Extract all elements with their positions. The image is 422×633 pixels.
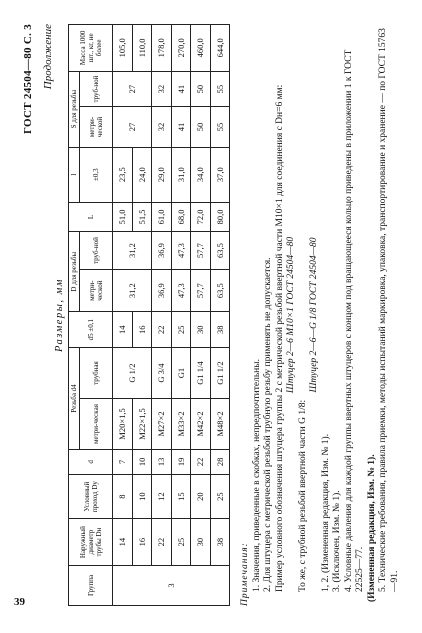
designation-code: Штуцер 2—6 M10×1 ГОСТ 24504—80 — [286, 236, 296, 394]
col-S-pipe: труб-ной — [80, 71, 113, 107]
cell-D-pipe: 31,2 — [113, 232, 152, 270]
cell-d: 22 — [191, 449, 211, 474]
cell-mass: 178,0 — [152, 25, 172, 72]
clause-4-edit: (Измененная редакция, Изм. № 1). — [366, 454, 377, 602]
cell-d: 28 — [210, 449, 230, 474]
table-title: Размеры, мм — [54, 278, 65, 352]
col-nominal-pass: Условный проход Dу — [69, 474, 113, 518]
cell-thread-metric: M20×1,5 — [113, 399, 133, 450]
col-mass: Масса 1000 шт., кг, не более — [69, 25, 113, 72]
cell-dn: 22 — [152, 519, 172, 566]
cell-thread-metric: M33×2 — [171, 399, 191, 450]
cell-L: 80,0 — [210, 202, 230, 231]
col-S-metric: метри-ческой — [80, 107, 113, 147]
group-cell: 3 — [113, 565, 230, 605]
cell-l: 37,0 — [210, 147, 230, 202]
cell-L: 72,0 — [191, 202, 211, 231]
clause-5: 5. Технические требования, правила приемки, методы испытаний маркировка, упаковка, транспортирование и хранение — по ГОСТ 15763—91. — [378, 28, 400, 592]
document-header: ГОСТ 24504—80 С. 3 — [22, 24, 34, 135]
cell-dy: 12 — [152, 474, 172, 518]
cell-dy: 20 — [191, 474, 211, 518]
notes-section — [240, 24, 401, 606]
cell-dn: 14 — [113, 519, 133, 566]
col-outer-diameter: Наружный диаметр трубы Dн — [69, 519, 113, 566]
cell-D-metric: 57,7 — [191, 270, 211, 312]
clause-1-2: 1, 2. (Измененная редакция, Изм. № 1). — [320, 433, 331, 592]
cell-d: 7 — [113, 449, 133, 474]
cell-S-metric: 55 — [210, 107, 230, 147]
col-S-for-thread: S для резьбы — [69, 71, 80, 147]
col-thread-d4: Резьба d4 — [69, 348, 80, 450]
designation-code-pipe: Штуцер 2—6—G 1/8 ГОСТ 24504—80 — [309, 237, 319, 393]
cell-S-pipe: 32 — [152, 71, 172, 107]
cell-thread-pipe: G1 — [171, 348, 191, 399]
cell-dy: 15 — [171, 474, 191, 518]
cell-d5: 38 — [210, 312, 230, 348]
cell-thread-pipe: G1 1/4 — [191, 348, 211, 399]
col-d: d — [69, 449, 113, 474]
continuation-label: Продолжение — [42, 24, 54, 90]
cell-mass: 110,0 — [132, 25, 152, 72]
cell-l: 24,0 — [132, 147, 152, 202]
col-D-pipe: труб-ной — [80, 232, 113, 270]
cell-l: 34,0 — [191, 147, 211, 202]
cell-S-pipe: 50 — [191, 71, 211, 107]
cell-dy: 25 — [210, 474, 230, 518]
cell-mass: 270,0 — [171, 25, 191, 72]
cell-l: 31,0 — [171, 147, 191, 202]
cell-dn: 25 — [171, 519, 191, 566]
cell-L: 61,0 — [152, 202, 172, 231]
cell-d5: 14 — [113, 312, 133, 348]
cell-L: 51,5 — [132, 202, 152, 231]
cell-l: 23,5 — [113, 147, 133, 202]
cell-thread-pipe: G 1/2 — [113, 348, 152, 399]
cell-S-pipe: 27 — [113, 71, 152, 107]
cell-S-metric: 41 — [171, 107, 191, 147]
cell-D-pipe: 36,9 — [152, 232, 172, 270]
clause-4: 4. Условные давления для каждой группы ввертных штуцеров с концом под вращающееся кольцо приведены в приложении 1 к ГОСТ 22525—77. — [343, 49, 365, 592]
cell-dn: 16 — [132, 519, 152, 566]
page-number: 39 — [14, 596, 25, 608]
cell-thread-metric: M48×2 — [210, 399, 230, 450]
cell-S-metric: 27 — [113, 107, 152, 147]
cell-thread-pipe: G 3/4 — [152, 348, 172, 399]
cell-d5: 25 — [171, 312, 191, 348]
cell-D-pipe: 47,3 — [171, 232, 191, 270]
designation-same: То же, с трубной резьбой ввертной части G 1/8: — [297, 399, 308, 592]
cell-L: 51,0 — [113, 202, 133, 231]
cell-D-pipe: 57,7 — [191, 232, 211, 270]
cell-mass: 644,0 — [210, 25, 230, 72]
rotated-page-content — [22, 24, 400, 606]
col-D-for-thread: D для резьбы — [69, 232, 80, 312]
dimensions-table — [68, 24, 230, 606]
cell-L: 68,0 — [171, 202, 191, 231]
table-row — [210, 25, 230, 606]
cell-S-pipe: 41 — [171, 71, 191, 107]
col-group: Группа — [69, 565, 113, 605]
note-2: 2. Для штуцера с метрической резьбой трубную резьбу применять не допускается. — [263, 257, 273, 592]
cell-S-metric: 50 — [191, 107, 211, 147]
col-d5: d5 ±0,1 — [69, 312, 113, 348]
table-row — [191, 25, 211, 606]
table-row — [171, 25, 191, 606]
cell-dy: 10 — [132, 474, 152, 518]
col-thread-pipe: трубная — [80, 348, 113, 399]
designation-example: Пример условного обозначения штуцера группы 2 с метрической резьбой ввертной части M10×1 для соединения с Dн=6 мм: — [274, 84, 285, 592]
cell-S-pipe: 55 — [210, 71, 230, 107]
cell-dn: 30 — [191, 519, 211, 566]
cell-D-metric: 31,2 — [113, 270, 152, 312]
cell-d5: 30 — [191, 312, 211, 348]
cell-D-metric: 36,9 — [152, 270, 172, 312]
cell-d: 13 — [152, 449, 172, 474]
cell-thread-metric: M42×2 — [191, 399, 211, 450]
cell-S-metric: 32 — [152, 107, 172, 147]
clause-3: 3. (Исключен, Изм. № 1). — [332, 490, 342, 592]
cell-D-metric: 47,3 — [171, 270, 191, 312]
cell-d: 19 — [171, 449, 191, 474]
notes-title: Примечания: — [240, 542, 250, 606]
col-l-tolerance: ±0,3 — [80, 147, 113, 202]
cell-d5: 16 — [132, 312, 152, 348]
cell-thread-pipe: G1 1/2 — [210, 348, 230, 399]
cell-thread-metric: M22×1,5 — [132, 399, 152, 450]
cell-dn: 38 — [210, 519, 230, 566]
cell-l: 29,0 — [152, 147, 172, 202]
cell-D-pipe: 63,5 — [210, 232, 230, 270]
cell-d: 10 — [132, 449, 152, 474]
cell-mass: 105,0 — [113, 25, 133, 72]
col-L: L — [69, 202, 113, 231]
col-l: l — [69, 147, 80, 202]
col-D-metric: метри-ческой — [80, 270, 113, 312]
col-thread-metric: метри-ческая — [80, 399, 113, 450]
cell-thread-metric: M27×2 — [152, 399, 172, 450]
cell-D-metric: 63,5 — [210, 270, 230, 312]
note-1: 1. Значения, приведенные в скобках, непредпочтительны. — [251, 358, 262, 592]
table-row — [113, 25, 133, 606]
cell-d5: 22 — [152, 312, 172, 348]
table-row — [152, 25, 172, 606]
cell-dy: 8 — [113, 474, 133, 518]
cell-mass: 460,0 — [191, 25, 211, 72]
